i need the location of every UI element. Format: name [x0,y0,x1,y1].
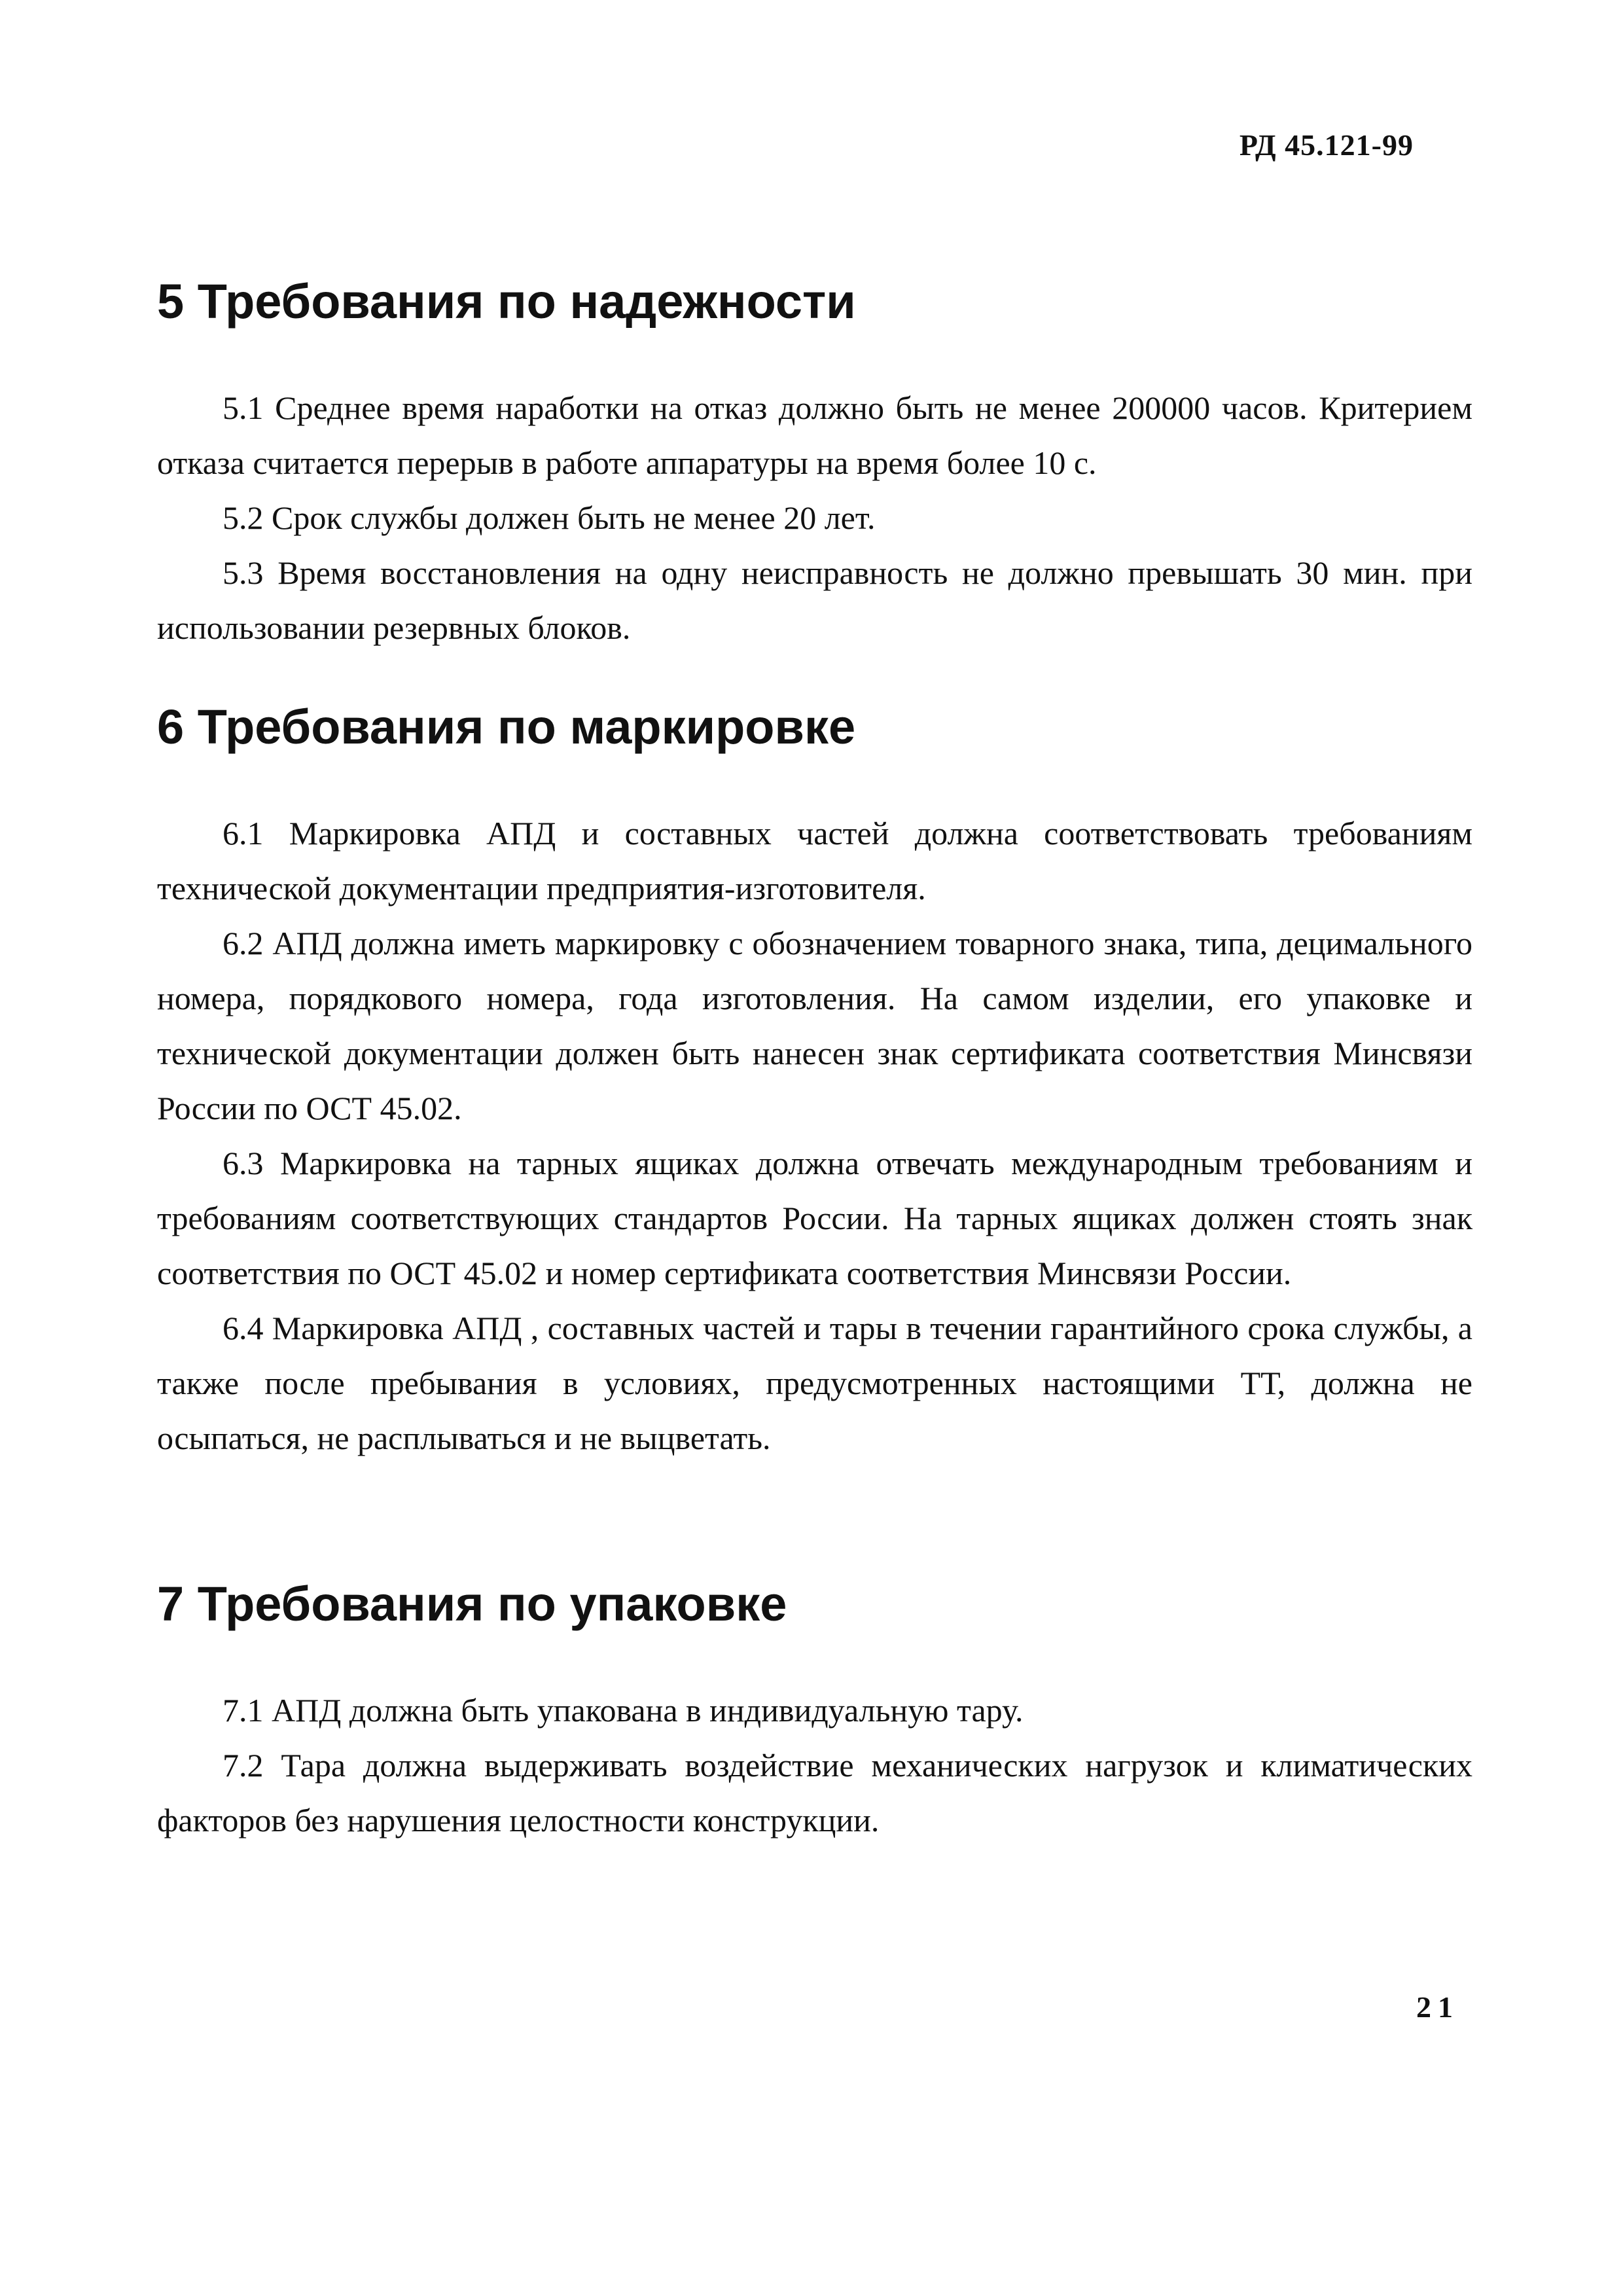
section-reliability [157,275,1472,655]
paragraph: 6.1 Маркировка АПД и составных частей должна соответствовать требованиям технической документации предприятия-изготовителя. [157,815,1472,907]
section-heading: 7 Требования по упаковке [157,1577,787,1631]
paragraph: 7.2 Тара должна выдерживать воздействие механических нагрузок и климатических факторов без нарушения целостности конструкции. [157,1747,1472,1839]
paragraph: 6.2 АПД должна иметь маркировку с обозначением товарного знака, типа, децимального номера, порядкового номера, года изготовления. На самом изделии, его упаковке и технической документации должен быть нанесен знак сертификата соответствия Минсвязи России по ОСТ 45.02. [157,925,1472,1127]
page-number: 21 [1416,1990,1459,2024]
paragraph: 5.3 Время восстановления на одну неисправность не должно превышать 30 мин. при использовании резервных блоков. [157,554,1472,647]
paragraph: 5.2 Срок службы должен быть не менее 20 лет. [223,499,876,537]
paragraph: 6.4 Маркировка АПД , составных частей и тары в течении гарантийного срока службы, а также после пребывания в условиях, предусмотренных настоящими ТТ, должна не осыпаться, не расплываться и не выцветать. [157,1310,1472,1457]
paragraph: 6.3 Маркировка на тарных ящиках должна отвечать международным требованиям и требованиям соответствующих стандартов России. На тарных ящиках должен стоять знак соответствия по ОСТ 45.02 и номер сертификата соответствия Минсвязи России. [157,1145,1472,1292]
section-marking [157,700,1472,1465]
paragraph: 7.1 АПД должна быть упакована в индивидуальную тару. [223,1692,1024,1729]
section-heading: 6 Требования по маркировке [157,700,856,754]
section-heading: 5 Требования по надежности [157,274,856,329]
document-code: РД 45.121-99 [1239,128,1414,162]
paragraph: 5.1 Среднее время наработки на отказ должно быть не менее 200000 часов. Критерием отказа считается перерыв в работе аппаратуры на время более 10 с. [157,389,1472,482]
section-packaging [157,1577,1472,1848]
